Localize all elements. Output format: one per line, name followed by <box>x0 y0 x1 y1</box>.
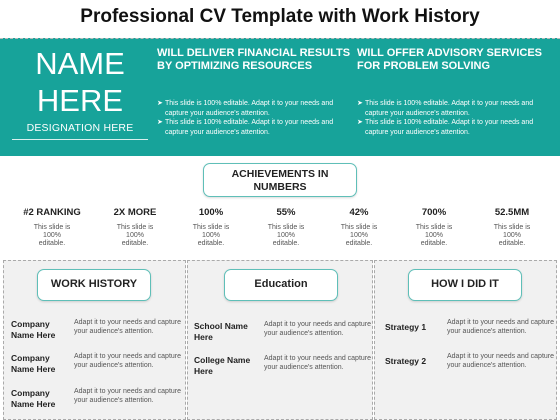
profile-banner <box>0 38 560 156</box>
entry-text: Adapt it to your needs and capture your audience's attention. <box>447 319 555 335</box>
education-panel <box>187 260 373 420</box>
goal-bullets <box>357 99 555 137</box>
goal-column-1 <box>157 47 355 137</box>
work-history-panel <box>3 260 186 420</box>
entry-label: Company Name Here <box>11 353 56 374</box>
stat-item <box>248 207 324 248</box>
arrow-bullet-icon: ➤ <box>357 119 363 126</box>
entry-label: School Name Here <box>194 321 248 342</box>
stat-desc: This slide is 100% editable. <box>116 224 154 247</box>
achievements-heading-box: ACHIEVEMENTS IN NUMBERS <box>203 163 357 197</box>
stat-desc: This slide is 100% editable. <box>415 224 453 247</box>
entry-text: Adapt it to your needs and capture your audience's attention. <box>74 353 182 369</box>
stat-value: 700% <box>421 207 447 218</box>
name-line-1: NAME <box>35 46 125 81</box>
goal-bullets <box>157 99 355 137</box>
stat-item <box>396 207 472 248</box>
entry-text: Adapt it to your needs and capture your audience's attention. <box>74 319 182 335</box>
stat-desc: This slide is 100% editable. <box>192 224 230 247</box>
entry-label: Strategy 2 <box>385 356 427 366</box>
work-history-heading: WORK HISTORY <box>37 269 151 301</box>
stat-value: 2X MORE <box>113 207 157 218</box>
entry-label: Company Name Here <box>11 319 56 340</box>
entry-text: Adapt it to your needs and capture your audience's attention. <box>264 355 372 371</box>
name-line-2: HERE <box>36 83 124 118</box>
page-title: Professional CV Template with Work History <box>80 6 480 27</box>
bullet-item: ➤ This slide is 100% editable. Adapt it to your needs and capture your audience's attention. <box>157 100 334 117</box>
stat-value: 52.5MM <box>494 207 530 218</box>
stat-value: 55% <box>276 207 296 218</box>
stat-item <box>14 207 90 248</box>
stat-desc: This slide is 100% editable. <box>493 224 531 247</box>
goal-heading: WILL DELIVER FINANCIAL RESULTS BY OPTIMIZING RESOURCES <box>157 47 351 72</box>
stat-item <box>321 207 397 248</box>
achievement-stats <box>14 207 546 255</box>
bullet-item: ➤ This slide is 100% editable. Adapt it to your needs and capture your audience's attention. <box>157 119 334 136</box>
how-i-did-it-panel <box>374 260 557 420</box>
entry-text: Adapt it to your needs and capture your audience's attention. <box>264 321 372 337</box>
stat-desc: This slide is 100% editable. <box>33 224 71 247</box>
designation-divider <box>12 139 148 140</box>
stat-value: 42% <box>349 207 369 218</box>
designation: DESIGNATION HERE <box>26 122 134 134</box>
arrow-bullet-icon: ➤ <box>157 119 163 126</box>
stat-item <box>97 207 173 248</box>
entry-label: Company Name Here <box>11 388 56 409</box>
stat-desc: This slide is 100% editable. <box>340 224 378 247</box>
entry-text: Adapt it to your needs and capture your audience's attention. <box>447 353 555 369</box>
stat-item <box>173 207 249 248</box>
arrow-bullet-icon: ➤ <box>357 100 363 107</box>
education-heading: Education <box>224 269 338 301</box>
stat-value: #2 RANKING <box>23 207 81 218</box>
bullet-item: ➤ This slide is 100% editable. Adapt it to your needs and capture your audience's attention. <box>357 100 534 117</box>
entry-label: College Name Here <box>194 355 251 376</box>
goal-column-2 <box>357 47 555 137</box>
stat-desc: This slide is 100% editable. <box>267 224 305 247</box>
entry-label: Strategy 1 <box>385 322 427 332</box>
how-i-did-it-heading: HOW I DID IT <box>408 269 522 301</box>
bullet-item: ➤ This slide is 100% editable. Adapt it to your needs and capture your audience's attention. <box>357 119 534 136</box>
stat-item <box>474 207 550 248</box>
goal-heading: WILL OFFER ADVISORY SERVICES FOR PROBLEM SOLVING <box>357 47 542 72</box>
arrow-bullet-icon: ➤ <box>157 100 163 107</box>
stat-value: 100% <box>198 207 224 218</box>
entry-text: Adapt it to your needs and capture your audience's attention. <box>74 388 182 404</box>
